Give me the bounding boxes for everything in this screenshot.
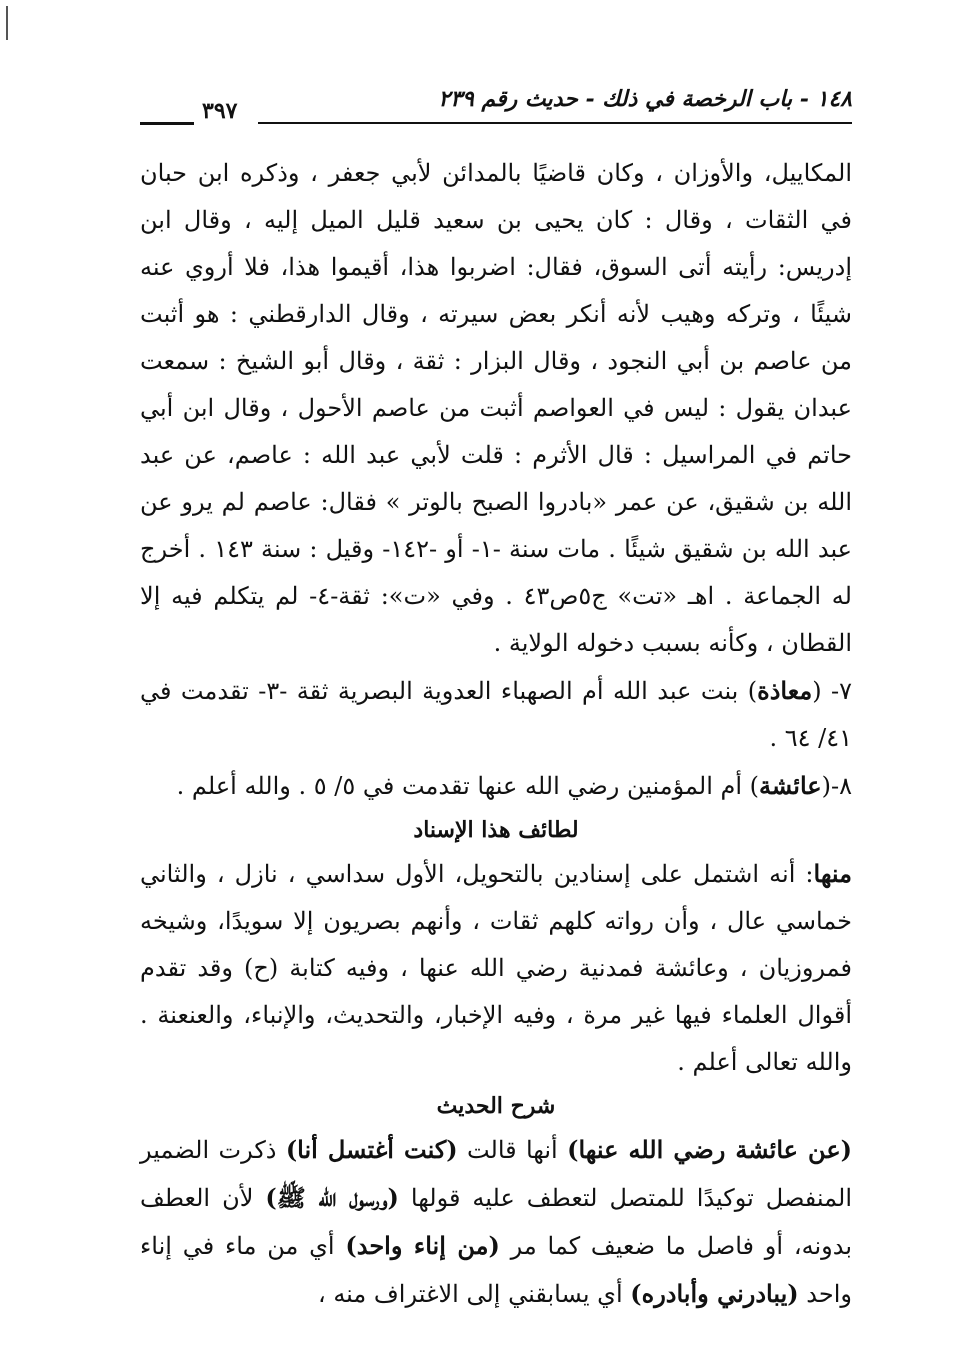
section-heading-isnad: لطائف هذا الإسناد [413, 817, 579, 843]
page-number: ٣٩٧ [202, 98, 238, 124]
narrator-name: معاذة [757, 676, 813, 705]
narrator-name: عائشة [759, 771, 822, 800]
scan-margin-mark [6, 6, 8, 40]
paragraph-narrator-bio: المكاييل، والأوزان ، وكان قاضيًا بالمدائن لأبي جعفر ، وذكره ابن حبان في الثقات ، وقال : كان يحيى بن سعيد قليل الميل إليه ، وقال ابن إدريس: رأيته أتى السوق، فقال: اضربوا هذا، أقيموا هذا، فلا أروي عنه شيئًا ، وتركه وهيب لأنه أنكر بعض سيرته ، وقال الدارقطني : هو أثبت من عاصم بن أبي النجود ، وقال البزار : ثقة ، وقال أبو الشيخ : سمعت عبدان يقول : ليس في العواصم أثبت من عاصم الأحول ، وقال ابن أبي حاتم في المراسيل : قال الأثرم : قلت لأبي عبد الله : عاصم، عن عبد الله بن شقيق، عن عمر «بادروا الصبح بالوتر » فقال: عاصم لم يرو عن عبد الله بن شقيق شيئًا . مات سنة -١- أو -١٤٢- وقيل : سنة ١٤٣ . أخرج له الجماعة . اهـ «تت» ج٥ص٤٣ . وفي «ت»: ثقة-٤- لم يتكلم فيه إلا القطان ، وكأنه بسبب دخوله الولاية . [140, 159, 853, 657]
section-heading-sharh: شرح الحديث [436, 1093, 556, 1119]
main-text [140, 150, 852, 1318]
paragraph-sharh: (عن عائشة رضي الله عنها) أنها قالت (كنت أغتسل أنا) ذكرت الضمير المنفصل توكيدًا للمتصل لتعطف عليه قولها (ورسول الله ﷺ) لأن العطف بدونه، أو فاصل ما ضعيف كما مر (من إناء واحد) أي من ماء في إناء واحد (يبادرني وأبادره) أي يسابقني إلى الاغتراف منه ، [140, 1135, 853, 1308]
page-header [140, 82, 852, 126]
header-rule [258, 122, 852, 124]
paragraph-isnad-notes: منها: أنه اشتمل على إسنادين بالتحويل، الأول سداسي ، نازل ، والثاني خماسي عال ، وأن رواته كلهم ثقات ، وأنهم بصريون إلا سويدًا، وشيخه فمروزيان ، وعائشة فمدنية رضي الله عنها ، وفيه كتابة (ح) وقد تقدم أقوال العلماء فيها غير مرة ، وفيه الإخبار، والتحديث، والإنباء، والعنعنة . والله تعالى أعلم . [140, 859, 852, 1076]
chapter-title: ١٤٨ - باب الرخصة في ذلك - حديث رقم ٢٣٩ [438, 86, 852, 112]
paragraph-narrator-8: ٨-(عائشة) أم المؤمنين رضي الله عنها تقدمت في ٥/ ٥ . والله أعلم . [176, 771, 852, 800]
paragraph-narrator-7: ٧- (معاذة) بنت عبد الله أم الصهباء العدوية البصرية ثقة -٣- تقدمت في ٤١/ ٦٤ . [140, 676, 852, 752]
page-number-dash [140, 122, 194, 125]
